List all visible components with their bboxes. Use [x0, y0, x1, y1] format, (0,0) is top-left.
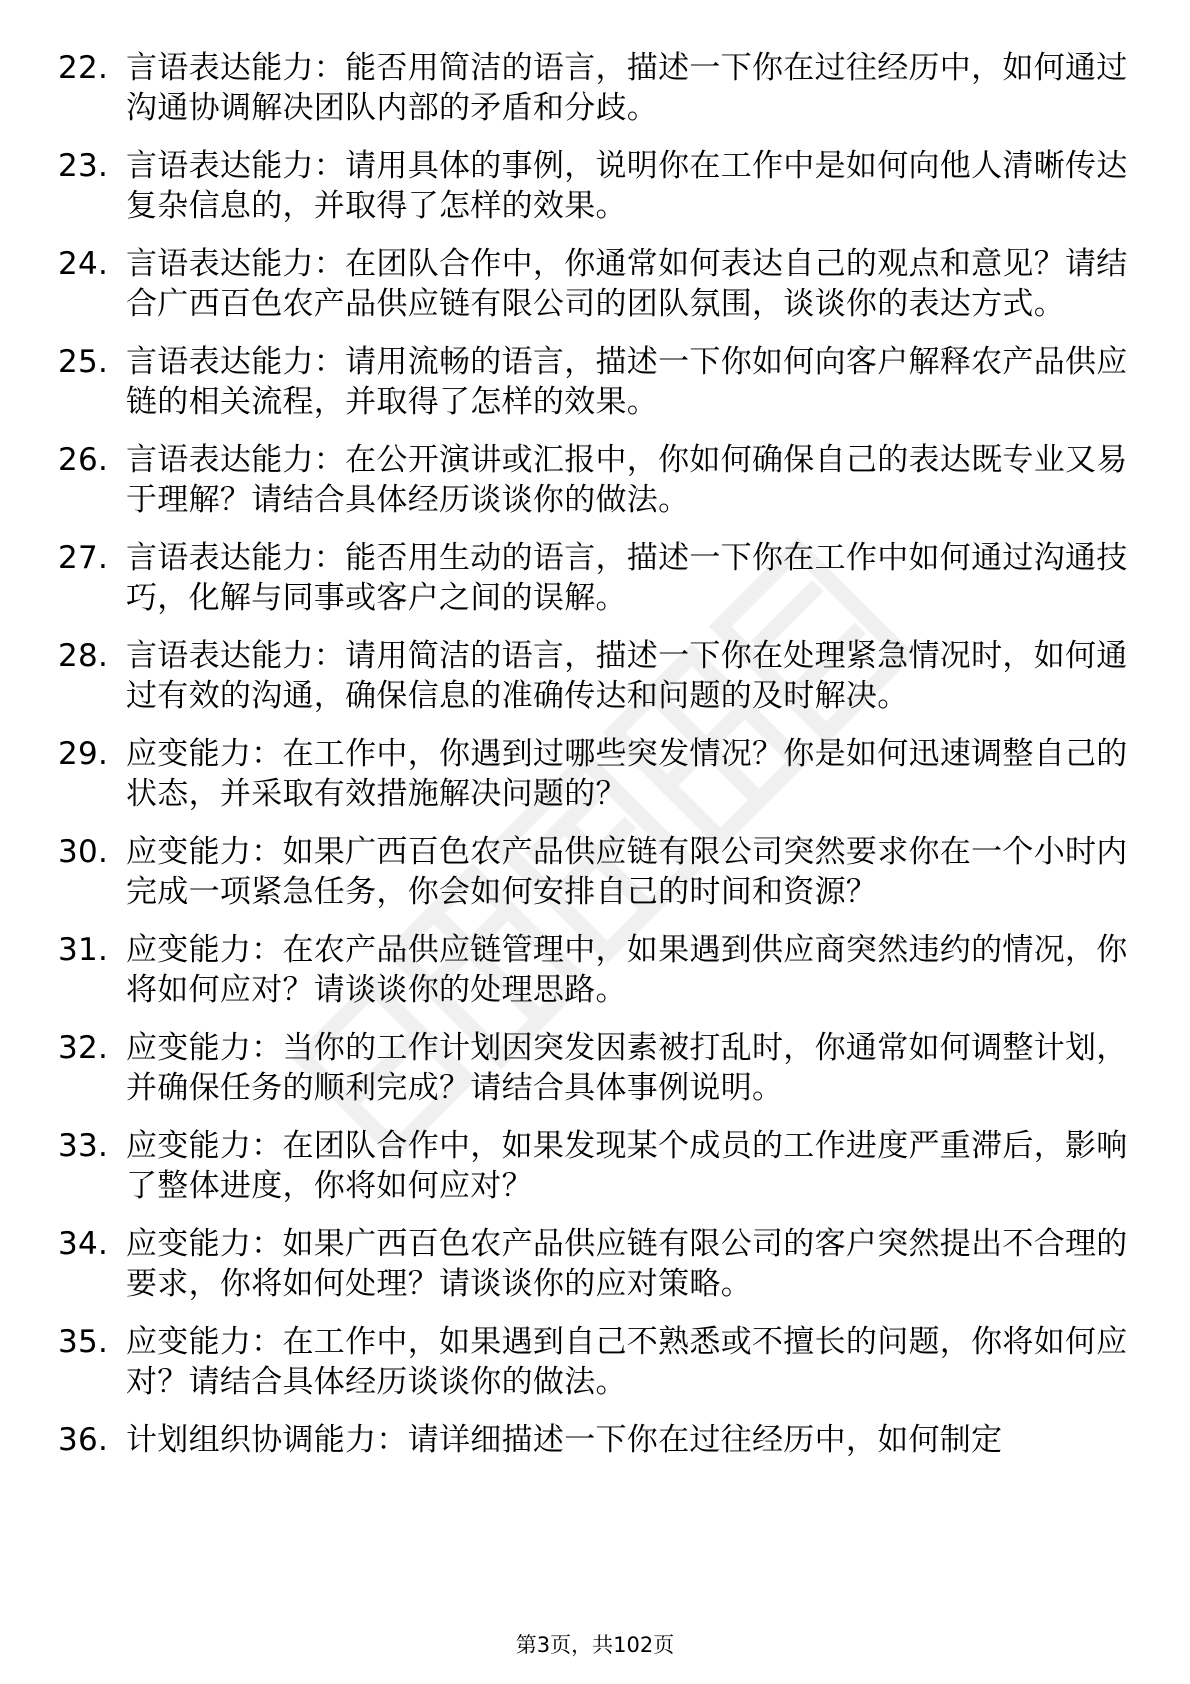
- question-number: 28.: [58, 638, 109, 674]
- question-number: 33.: [58, 1128, 109, 1164]
- question-text: 应变能力：在工作中，你遇到过哪些突发情况？你是如何迅速调整自己的状态，并采取有效措施解决问题的？: [126, 736, 1128, 812]
- question-number: 32.: [58, 1030, 109, 1066]
- question-number: 23.: [58, 148, 109, 184]
- page-footer: [0, 1631, 1190, 1659]
- question-item: [58, 48, 1138, 128]
- question-item: [58, 1126, 1138, 1206]
- question-item: [58, 930, 1138, 1010]
- question-text: 言语表达能力：能否用生动的语言，描述一下你在工作中如何通过沟通技巧，化解与同事或客户之间的误解。: [126, 540, 1128, 616]
- question-text: 言语表达能力：请用简洁的语言，描述一下你在处理紧急情况时，如何通过有效的沟通，确保信息的准确传达和问题的及时解决。: [126, 638, 1128, 714]
- question-number: 27.: [58, 540, 109, 576]
- question-item: [58, 1028, 1138, 1108]
- question-text: 应变能力：在工作中，如果遇到自己不熟悉或不擅长的问题，你将如何应对？请结合具体经历谈谈你的做法。: [126, 1324, 1128, 1400]
- question-text: 应变能力：在团队合作中，如果发现某个成员的工作进度严重滞后，影响了整体进度，你将如何应对？: [126, 1128, 1128, 1204]
- question-item: [58, 1420, 1138, 1460]
- question-number: 34.: [58, 1226, 109, 1262]
- question-item: [58, 244, 1138, 324]
- question-item: [58, 538, 1138, 618]
- page-indicator: 第3页，共102页: [515, 1633, 675, 1657]
- question-number: 36.: [58, 1422, 109, 1458]
- question-number: 26.: [58, 442, 109, 478]
- question-text: 言语表达能力：请用具体的事例，说明你在工作中是如何向他人清晰传达复杂信息的，并取得了怎样的效果。: [126, 148, 1128, 224]
- question-number: 31.: [58, 932, 109, 968]
- question-text: 应变能力：如果广西百色农产品供应链有限公司突然要求你在一个小时内完成一项紧急任务，你会如何安排自己的时间和资源？: [126, 834, 1128, 910]
- question-item: [58, 1224, 1138, 1304]
- question-item: [58, 734, 1138, 814]
- question-item: [58, 1322, 1138, 1402]
- question-item: [58, 832, 1138, 912]
- question-number: 35.: [58, 1324, 109, 1360]
- question-number: 29.: [58, 736, 109, 772]
- question-number: 25.: [58, 344, 109, 380]
- question-item: [58, 636, 1138, 716]
- question-text: 言语表达能力：能否用简洁的语言，描述一下你在过往经历中，如何通过沟通协调解决团队内部的矛盾和分歧。: [126, 50, 1128, 126]
- question-text: 言语表达能力：在公开演讲或汇报中，你如何确保自己的表达既专业又易于理解？请结合具体经历谈谈你的做法。: [126, 442, 1128, 518]
- question-item: [58, 146, 1138, 226]
- question-list: [58, 48, 1138, 1478]
- question-text: 应变能力：如果广西百色农产品供应链有限公司的客户突然提出不合理的要求，你将如何处理？请谈谈你的应对策略。: [126, 1226, 1128, 1302]
- question-text: 应变能力：在农产品供应链管理中，如果遇到供应商突然违约的情况，你将如何应对？请谈谈你的处理思路。: [126, 932, 1128, 1008]
- question-number: 30.: [58, 834, 109, 870]
- question-item: [58, 440, 1138, 520]
- question-text: 计划组织协调能力：请详细描述一下你在过往经历中，如何制定: [126, 1422, 1003, 1458]
- question-text: 言语表达能力：在团队合作中，你通常如何表达自己的观点和意见？请结合广西百色农产品供应链有限公司的团队氛围，谈谈你的表达方式。: [126, 246, 1128, 322]
- question-number: 22.: [58, 50, 109, 86]
- question-text: 言语表达能力：请用流畅的语言，描述一下你如何向客户解释农产品供应链的相关流程，并取得了怎样的效果。: [126, 344, 1128, 420]
- question-text: 应变能力：当你的工作计划因突发因素被打乱时，你通常如何调整计划，并确保任务的顺利完成？请结合具体事例说明。: [126, 1030, 1128, 1106]
- question-number: 24.: [58, 246, 109, 282]
- question-item: [58, 342, 1138, 422]
